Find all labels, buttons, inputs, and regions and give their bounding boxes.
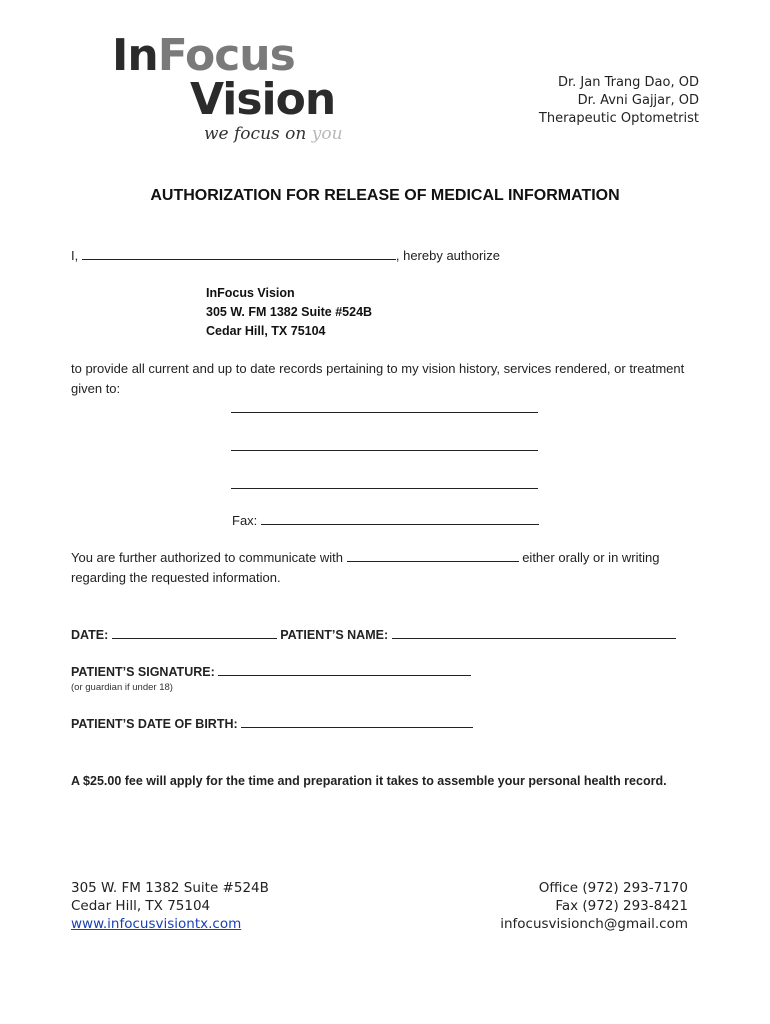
guardian-note: (or guardian if under 18) xyxy=(71,682,173,693)
recipient-line-3[interactable] xyxy=(231,488,538,489)
patient-name-field[interactable] xyxy=(392,626,676,639)
date-label: DATE: xyxy=(71,628,109,642)
infocus-vision-logo xyxy=(108,30,358,146)
doctor-title: Therapeutic Optometrist xyxy=(538,111,699,126)
footer-email: infocusvisionch@gmail.com xyxy=(500,916,688,932)
provider-address xyxy=(206,284,372,341)
logo-wordmark-vision: Vision xyxy=(190,74,336,125)
footer-fax: Fax (972) 293-8421 xyxy=(555,898,688,914)
communicate-text xyxy=(71,548,711,588)
dob-field[interactable] xyxy=(241,715,473,728)
footer-office-phone: Office (972) 293-7170 xyxy=(538,880,688,896)
fax-row xyxy=(232,511,539,531)
authorize-suffix: , hereby authorize xyxy=(395,248,500,263)
footer-address-line1: 305 W. FM 1382 Suite #524B xyxy=(71,880,269,896)
recipient-line-2[interactable] xyxy=(231,450,538,451)
logo-tagline: we focus on you xyxy=(204,124,343,144)
signature-row xyxy=(71,662,471,682)
footer-contact xyxy=(500,879,688,933)
signature-field[interactable] xyxy=(218,663,471,676)
provide-records-text: to provide all current and up to date records pertaining to my vision history, services rendered, or treatment given to: xyxy=(71,361,685,396)
recipient-line-1[interactable] xyxy=(231,412,538,413)
authorize-line xyxy=(71,246,500,266)
communicate-with-field[interactable] xyxy=(347,549,519,562)
communicate-line2: regarding the requested information. xyxy=(71,570,281,585)
logo-wordmark-infocus: InFocus xyxy=(112,30,295,81)
date-name-row xyxy=(71,625,676,645)
communicate-prefix: You are further authorized to communicate with xyxy=(71,550,343,565)
dob-label: PATIENT’S DATE OF BIRTH: xyxy=(71,717,238,731)
signature-label: PATIENT’S SIGNATURE: xyxy=(71,665,215,679)
communicate-suffix: either orally or in writing xyxy=(522,550,660,565)
patient-name-label: PATIENT’S NAME: xyxy=(280,628,389,642)
fee-notice: A $25.00 fee will apply for the time and preparation it takes to assemble your personal health record. xyxy=(71,774,667,788)
dob-row xyxy=(71,714,473,734)
doctors-block xyxy=(539,74,699,128)
authorizer-name-field[interactable] xyxy=(82,247,396,260)
footer-address-line2: Cedar Hill, TX 75104 xyxy=(71,898,211,914)
doctor-1: Dr. Jan Trang Dao, OD xyxy=(557,75,699,90)
fax-label: Fax: xyxy=(232,513,258,528)
provider-city: Cedar Hill, TX 75104 xyxy=(206,324,326,338)
footer-address xyxy=(71,879,269,933)
date-field[interactable] xyxy=(112,626,277,639)
provider-name: InFocus Vision xyxy=(206,286,295,300)
authorize-prefix: I, xyxy=(71,248,79,263)
doctor-2: Dr. Avni Gajjar, OD xyxy=(577,93,699,108)
fax-field[interactable] xyxy=(261,512,539,525)
form-title: AUTHORIZATION FOR RELEASE OF MEDICAL INFORMATION xyxy=(150,187,620,204)
website-link[interactable]: www.infocusvisiontx.com xyxy=(71,916,242,932)
provider-street: 305 W. FM 1382 Suite #524B xyxy=(206,305,373,319)
